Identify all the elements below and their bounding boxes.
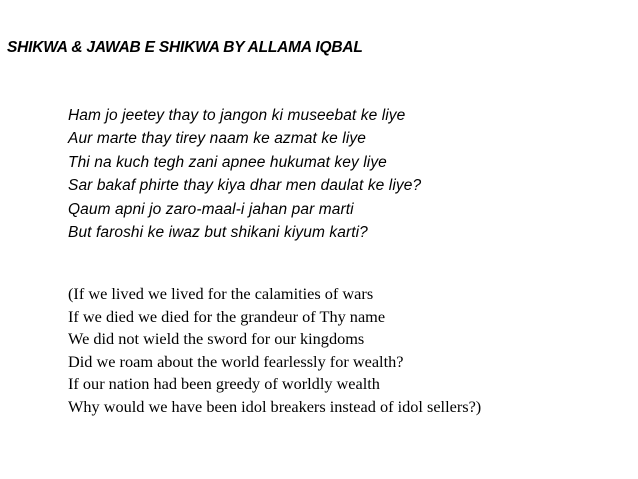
translation-line: Why would we have been idol breakers instead of idol sellers?) xyxy=(68,396,482,416)
poem-translation xyxy=(68,283,481,418)
poem-line: Aur marte thay tirey naam ke azmat ke liye xyxy=(68,130,366,148)
slide-title: SHIKWA & JAWAB E SHIKWA BY ALLAMA IQBAL xyxy=(7,39,363,56)
translation-line: Did we roam about the world fearlessly for wealth? xyxy=(68,351,404,371)
translation-line: We did not wield the sword for our kingdoms xyxy=(68,329,365,348)
poem-line: Thi na kuch tegh zani apnee hukumat key liye xyxy=(68,153,387,171)
translation-line: If our nation had been greedy of worldly wealth xyxy=(68,374,380,393)
poem-line: Sar bakaf phirte thay kiya dhar men daulat ke liye? xyxy=(68,177,422,195)
translation-line: If we died we died for the grandeur of Thy name xyxy=(68,306,386,326)
poem-line: Ham jo jeetey thay to jangon ki museebat ke liye xyxy=(68,107,406,124)
poem-transliteration xyxy=(68,104,421,244)
translation-line: (If we lived we lived for the calamities of wars xyxy=(68,284,374,303)
poem-line: Qaum apni jo zaro-maal-i jahan par marti xyxy=(68,200,354,218)
poem-line: But faroshi ke iwaz but shikani kiyum karti? xyxy=(68,224,368,242)
